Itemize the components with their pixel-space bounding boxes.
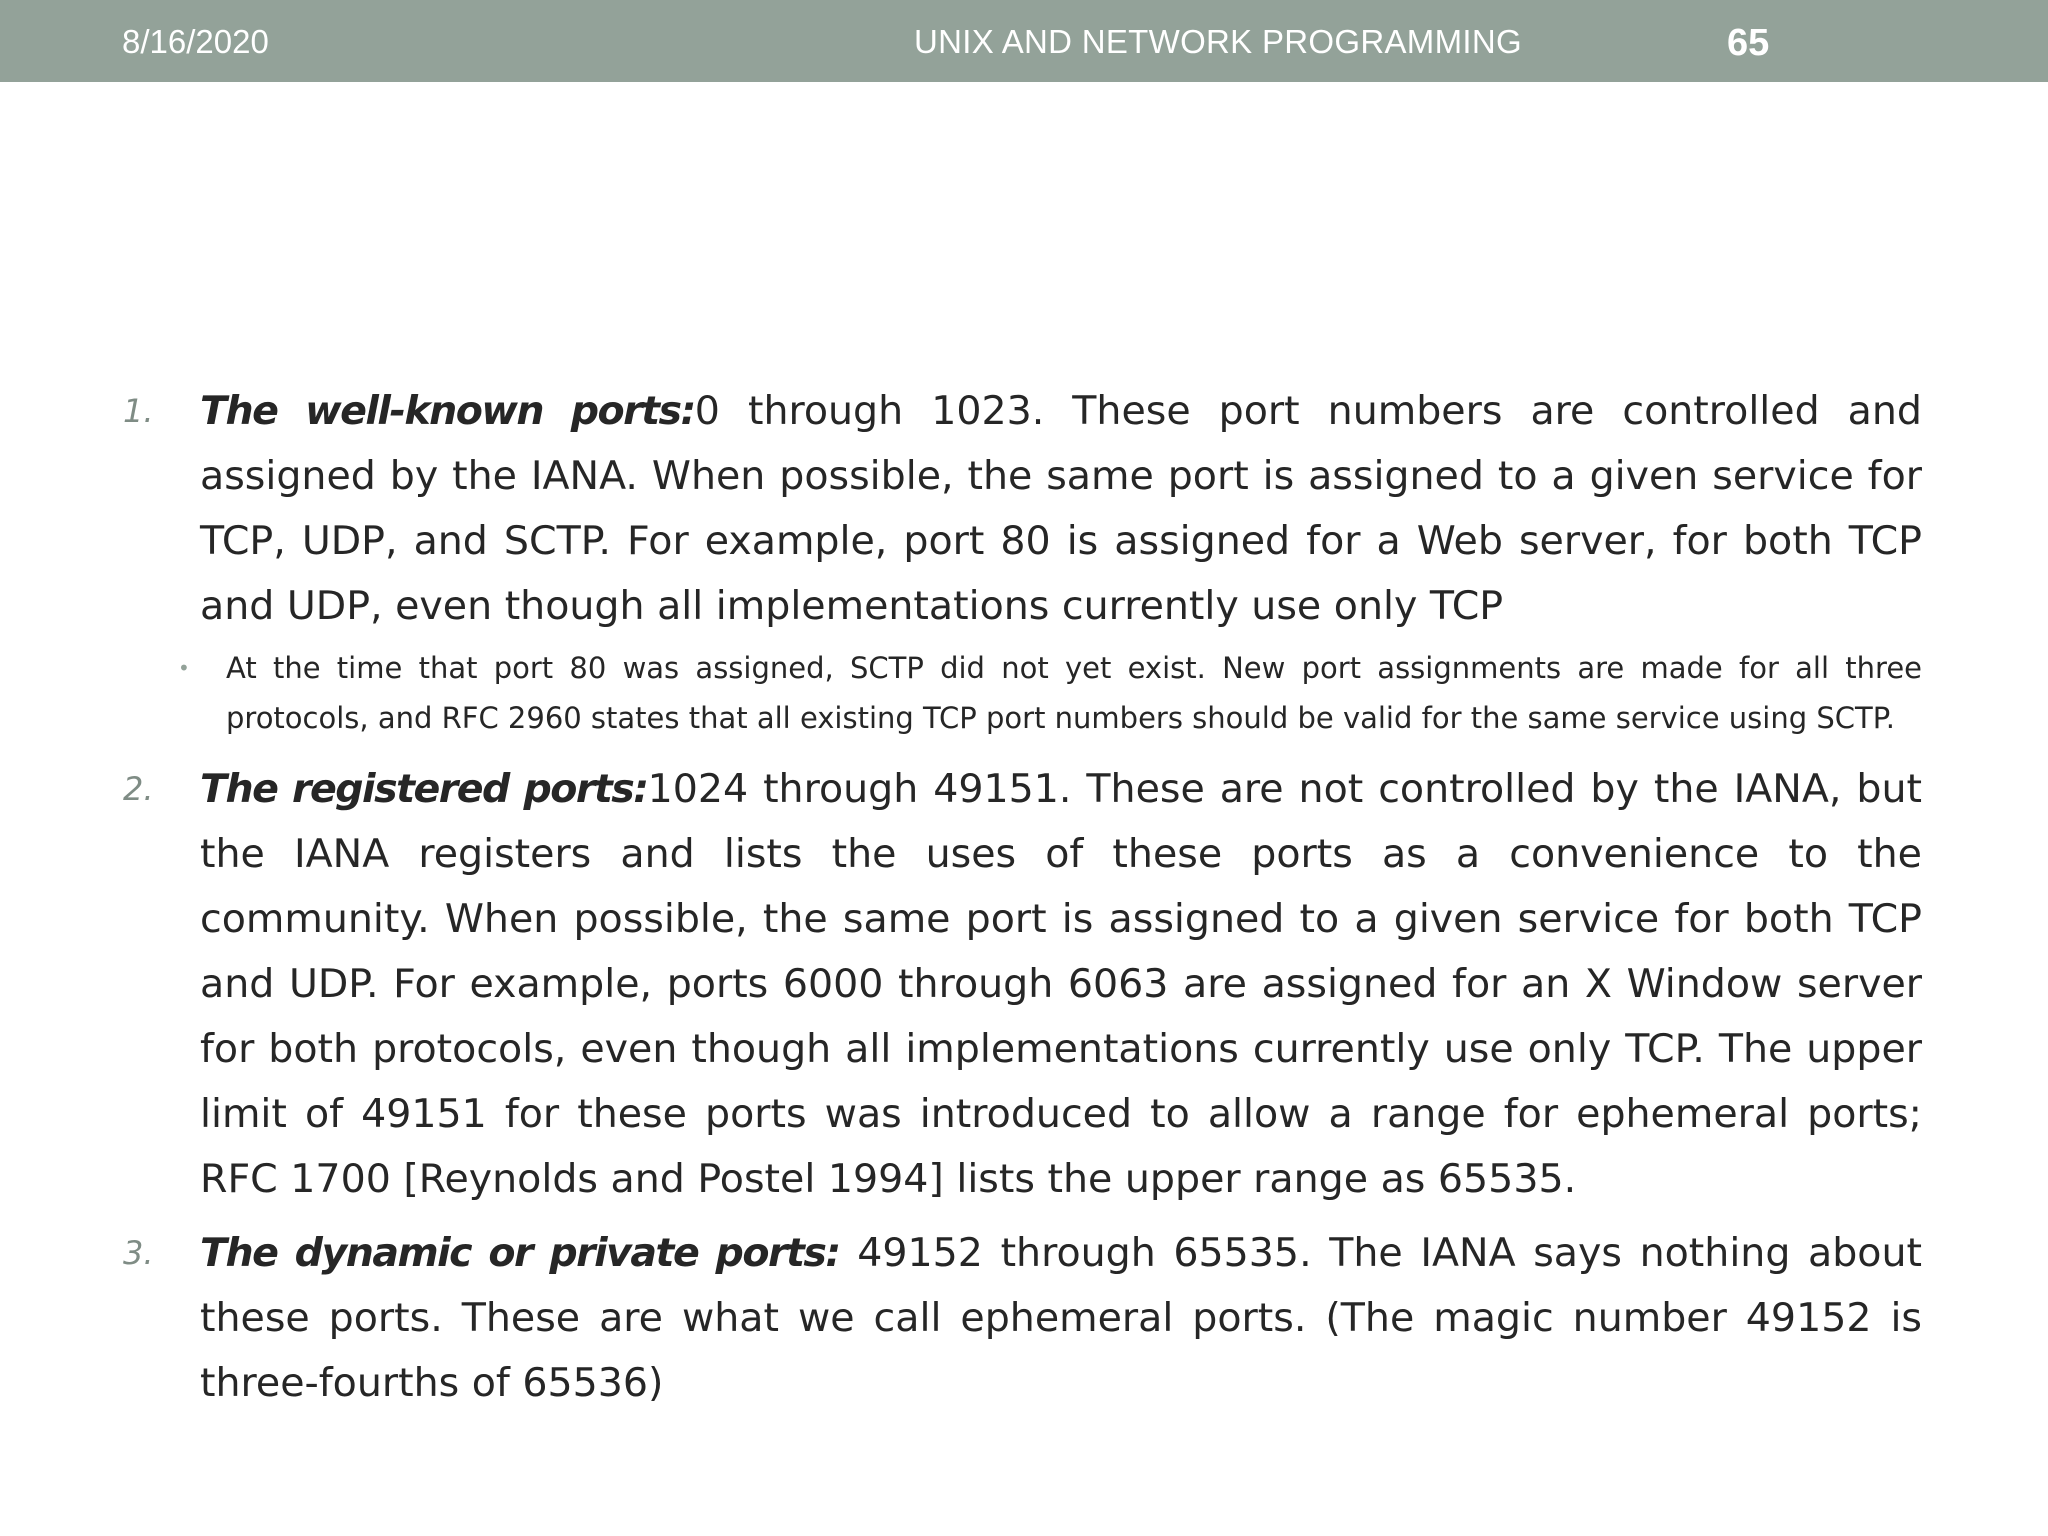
slide-page-number: 65	[1727, 22, 1770, 64]
slide-date: 8/16/2020	[122, 23, 269, 60]
list-item-well-known-ports	[200, 379, 1922, 639]
list-item-term: The well-known ports:	[200, 388, 695, 434]
slide-header-title: UNIX AND NETWORK PROGRAMMING	[914, 23, 1522, 60]
list-item-registered-ports	[200, 757, 1922, 1212]
list-item-term: The dynamic or private ports:	[200, 1230, 840, 1276]
list-item-number: 3.	[123, 1234, 154, 1272]
list-item-dynamic-ports	[200, 1221, 1922, 1416]
list-item-number: 2.	[123, 770, 154, 808]
sub-list-item: At the time that port 80 was assigned, SCTP did not yet exist. New port assignments are made for all three protocols, and RFC 2960 states that all existing TCP port numbers should be valid for the same service using SCTP.	[226, 651, 1922, 735]
list-item-text: 0 through 1023. These port numbers are controlled and assigned by the IANA. When possible, the same port is assigned to a given service for TCP, UDP, and SCTP. For example, port 80 is assigned for a Web server, for both TCP and UDP, even though all implementations currently use only TCP	[200, 388, 1922, 629]
list-item-number: 1.	[123, 392, 154, 430]
header-bar	[0, 0, 2048, 82]
list-item-text: 1024 through 49151. These are not controlled by the IANA, but the IANA registers and lists the uses of these ports as a convenience to the community. When possible, the same port is assigned to a given service for both TCP and UDP. For example, ports 6000 through 6063 are assigned for an X Window server for both protocols, even though all implementations currently use only TCP. The upper limit of 49151 for these ports was introduced to allow a range for ephemeral ports; RFC 1700 [Reynolds and Postel 1994] lists the upper range as 65535.	[200, 766, 1922, 1202]
list-item-text: 49152 through 65535. The IANA says nothing about these ports. These are what we call ephemeral ports. (The magic number 49152 is three-fourths of 65536)	[200, 1230, 1922, 1406]
list-item-term: The registered ports:	[200, 766, 648, 812]
bullet-icon: •	[178, 656, 190, 680]
